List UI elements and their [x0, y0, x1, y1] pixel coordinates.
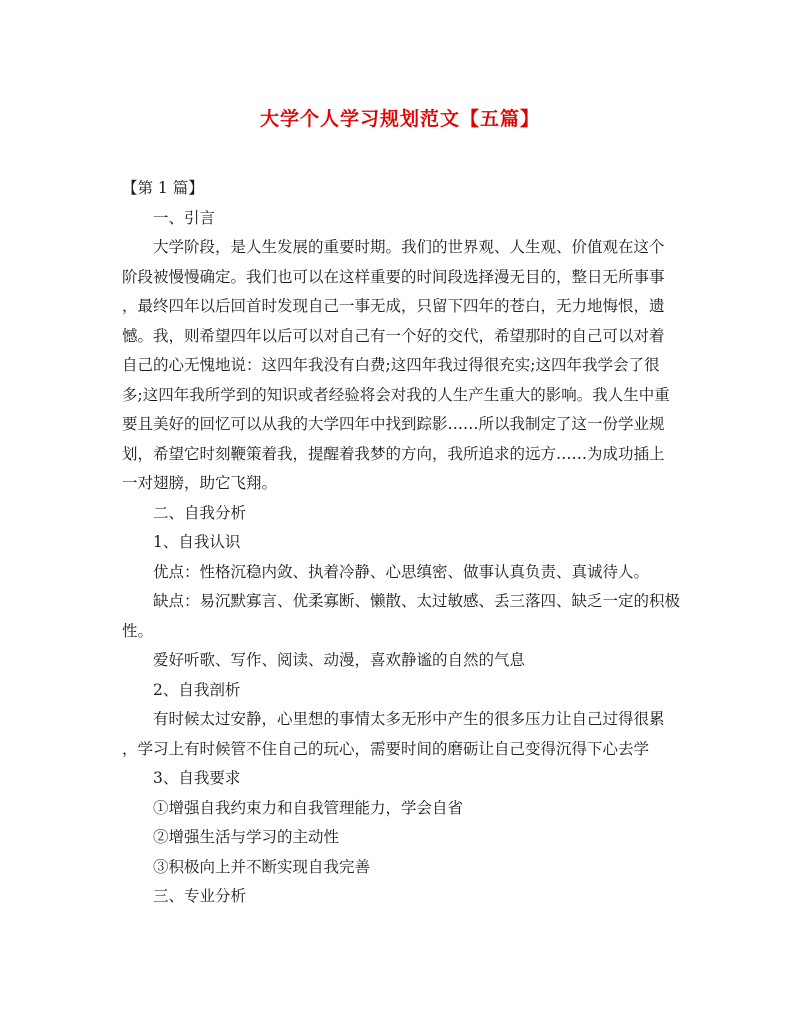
- paragraph-line: 自己的心无愧地说：这四年我没有白费;这四年我过得很充实;这四年我学会了很: [122, 356, 660, 374]
- paragraph-line: 性。: [122, 621, 154, 640]
- document-title: 大学个人学习规划范文【五篇】: [259, 108, 540, 130]
- paragraph-line: 多;这四年我所学到的知识或者经验将会对我的人生产生重大的影响。我人生中重: [122, 385, 670, 404]
- paragraph-line: 三、专业分析: [153, 887, 247, 905]
- paragraph-line: 一对翅膀，助它飞翔。: [122, 474, 278, 492]
- paragraph-line: 有时候太过安静，心里想的事情太多无形中产生的很多压力让自己过得很累: [153, 710, 665, 728]
- paragraph-line: 【第 1 篇】: [122, 179, 204, 197]
- paragraph-line: 划，希望它时刻鞭策着我，提醒着我梦的方向，我所追求的远方……为成功插上: [122, 444, 665, 463]
- document-body: [122, 174, 681, 912]
- paragraph-line: 3、自我要求: [153, 769, 241, 787]
- paragraph-line: 爱好听歌、写作、阅读、动漫，喜欢静谧的自然的气息: [153, 651, 526, 669]
- paragraph-line: ①增强自我约束力和自我管理能力，学会自省: [153, 798, 464, 817]
- paragraph-line: ②增强生活与学习的主动性: [153, 828, 340, 846]
- paragraph-line: 一、引言: [153, 208, 216, 227]
- paragraph-line: 缺点：易沉默寡言、优柔寡断、懒散、太过敏感、丢三落四、缺乏一定的积极: [153, 592, 681, 610]
- paragraph-line: 1、自我认识: [153, 533, 241, 551]
- paragraph-line: 2、自我剖析: [153, 680, 241, 699]
- paragraph-line: ，学习上有时候管不住自己的玩心，需要时间的磨砺让自己变得沉得下心去学: [122, 739, 650, 758]
- paragraph-line: 二、自我分析: [153, 503, 247, 522]
- paragraph-line: 阶段被慢慢确定。我们也可以在这样重要的时间段选择漫无目的，整日无所事事: [122, 267, 665, 286]
- paragraph-line: 要且美好的回忆可以从我的大学四年中找到踪影……所以我制定了这一份学业规: [122, 415, 665, 433]
- paragraph-line: 优点：性格沉稳内敛、执着冷静、心思缜密、做事认真负责、真诚待人。: [153, 562, 650, 581]
- paragraph-line: ③积极向上并不断实现自我完善: [153, 857, 371, 876]
- paragraph-line: ，最终四年以后回首时发现自己一事无成，只留下四年的苍白，无力地悔恨，遗: [122, 297, 665, 315]
- paragraph-line: 大学阶段，是人生发展的重要时期。我们的世界观、人生观、价值观在这个: [153, 238, 665, 256]
- paragraph-line: 憾。我，则希望四年以后可以对自己有一个好的交代，希望那时的自己可以对着: [122, 326, 665, 345]
